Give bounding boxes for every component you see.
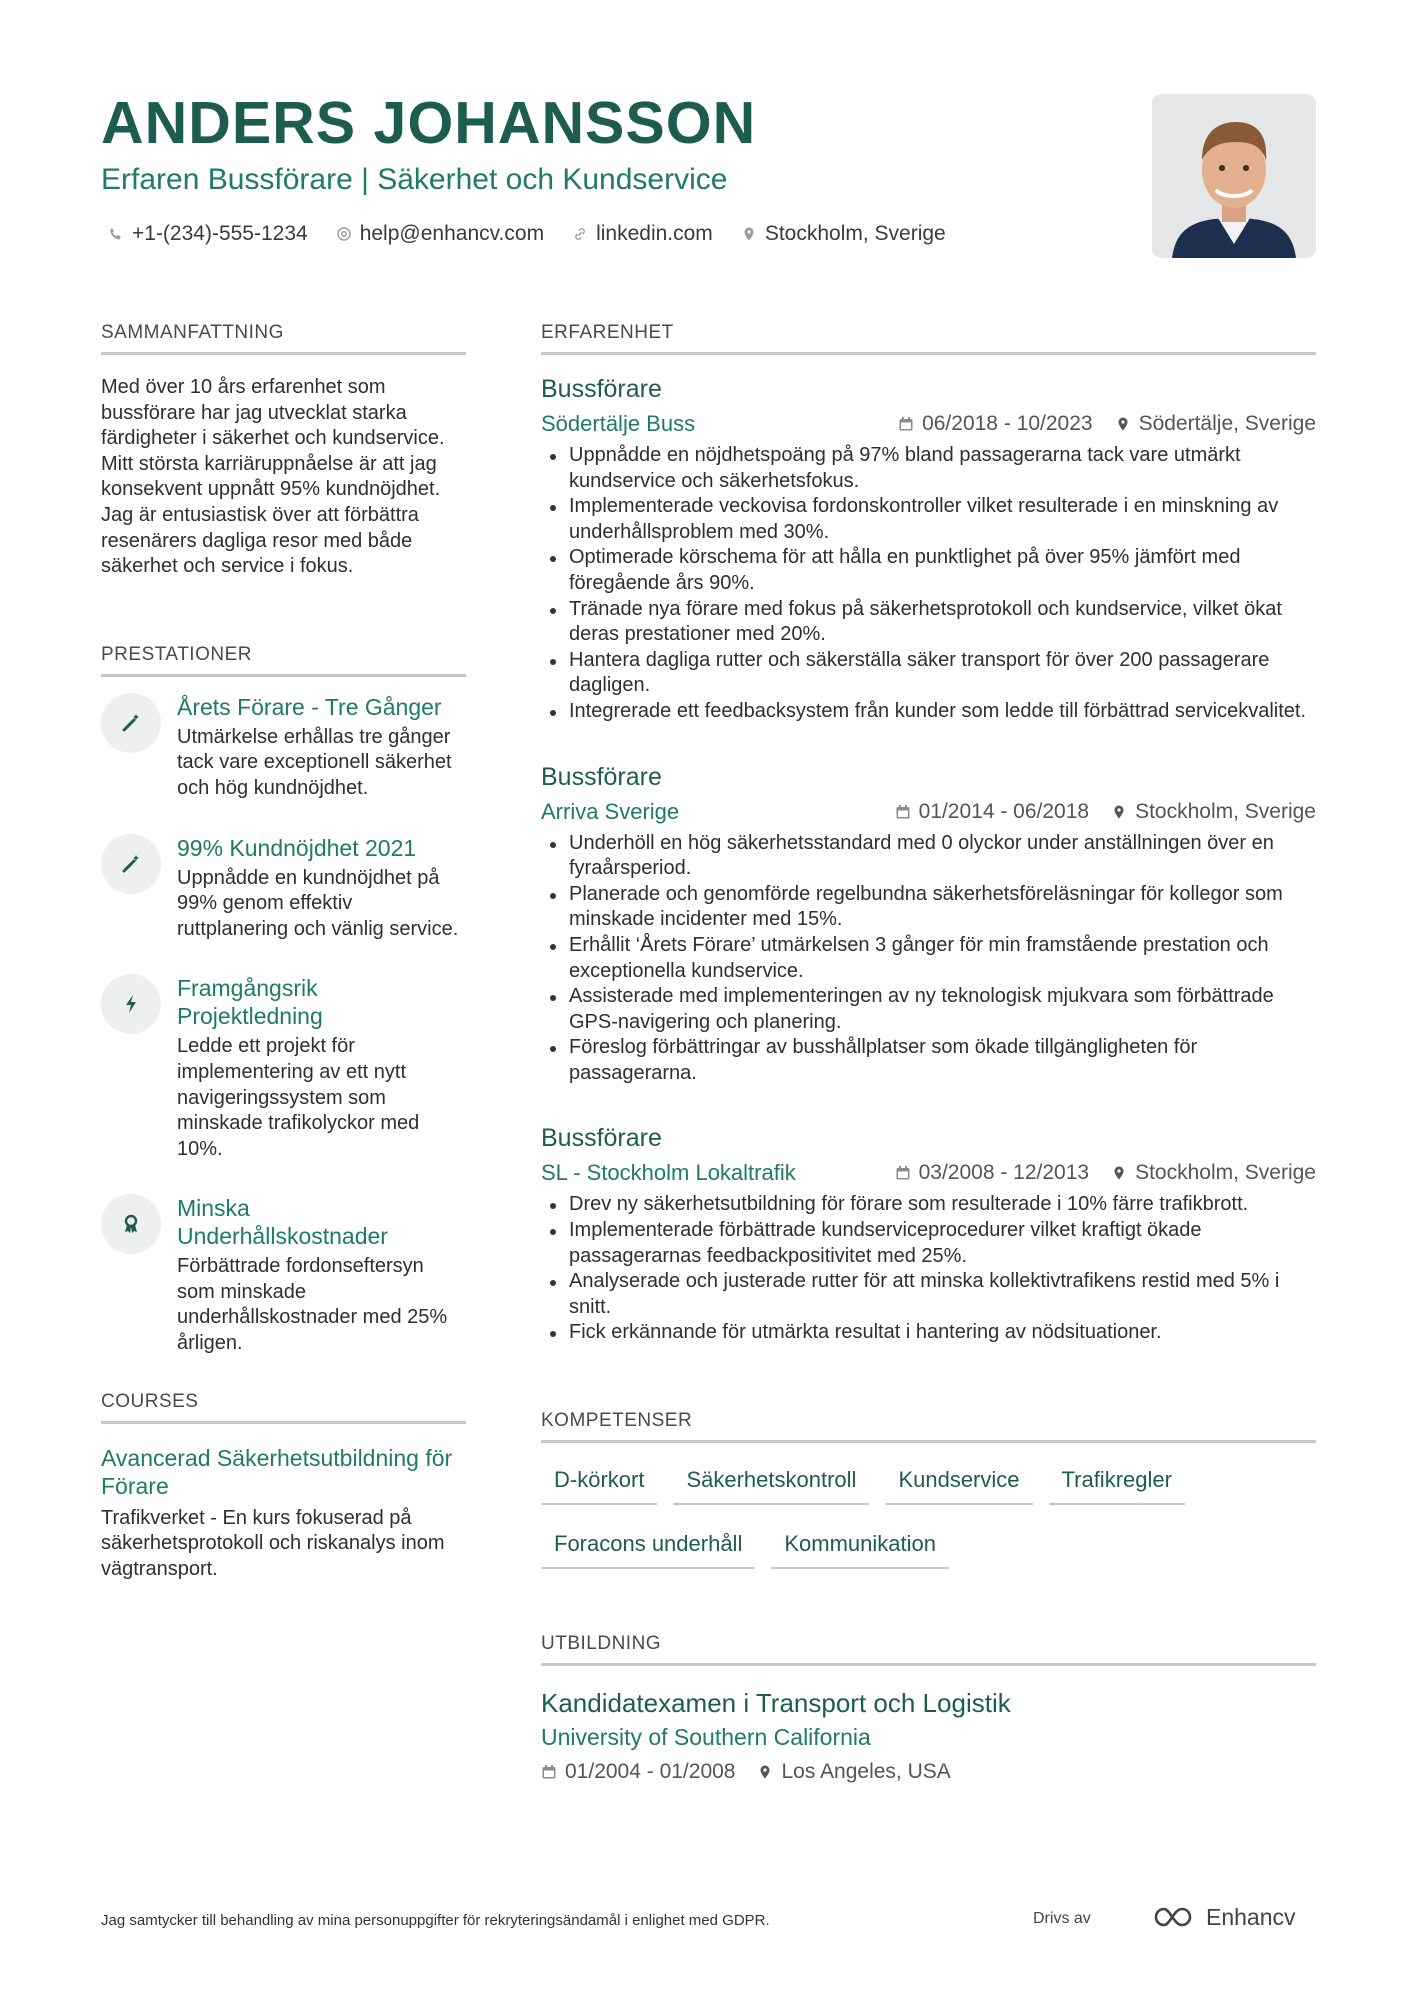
- job-company: Arriva Sverige: [541, 798, 680, 824]
- contact-bar: [108, 220, 946, 248]
- education-school: University of Southern California: [541, 1724, 871, 1751]
- job-bullets: [541, 443, 1316, 725]
- achievement-title: Minska Underhållskostnader: [177, 1195, 388, 1250]
- job-entry: [541, 1122, 1316, 1346]
- achievement-desc: Ledde ett projekt för implementering av ett nytt navigeringssystem som minskade trafikolyckor med 10%.: [177, 1035, 420, 1160]
- job-bullet: Tränade nya förare med fokus på säkerhetsprotokoll och kundservice, vilket ökat deras prestationer med 20%.: [541, 597, 1316, 648]
- candidate-name: ANDERS JOHANSSON: [101, 90, 757, 156]
- job-bullets: [541, 831, 1316, 1087]
- job-location: Södertälje, Sverige: [1138, 412, 1316, 435]
- job-entry: [541, 761, 1316, 1087]
- job-location: Stockholm, Sverige: [1135, 799, 1316, 823]
- skill-tag: Kundservice: [885, 1465, 1032, 1505]
- calendar-icon: [895, 804, 911, 820]
- job-bullets: [541, 1192, 1316, 1346]
- profile-photo: [1152, 94, 1316, 258]
- job-dates: 03/2008 - 12/2013: [918, 1161, 1090, 1185]
- job-entry: [541, 373, 1316, 725]
- job-bullet: Uppnådde en nöjdhetspoäng på 97% bland passagerarna tack vare utmärkt kundservice och säkerhetsfokus.: [541, 443, 1316, 494]
- job-bullet: Fick erkännande för utmärkta resultat i hantering av nödsituationer.: [541, 1320, 1316, 1346]
- skills-list: [541, 1465, 1316, 1569]
- lightning-icon: [120, 993, 142, 1015]
- summary-text: Med över 10 års erfarenhet som bussförare har jag utvecklat starka färdigheter i säkerhet och kundservice. Mitt största karriäruppnåelse är att jag konsekvent uppnått 95% kundnöjdhet. Jag är entusiastisk över att förbättra resenärers dagliga resor med både säkerhet och service i fokus.: [101, 376, 445, 578]
- achievement-title: Framgångsrik Projektledning: [177, 975, 323, 1030]
- job-dates: 01/2014 - 06/2018: [918, 799, 1090, 823]
- education-heading: UTBILDNING: [541, 1631, 1316, 1666]
- summary-heading: SAMMANFATTNING: [101, 320, 466, 355]
- achievement-item: [101, 693, 466, 802]
- enhancv-logo[interactable]: [1152, 1900, 1296, 1934]
- achievement-item: [101, 1194, 466, 1356]
- enhancv-logo-text: Enhancv: [1206, 1904, 1296, 1930]
- powered-by-label: Drivs av: [1033, 1910, 1091, 1927]
- achievement-desc: Utmärkelse erhållas tre gånger tack vare exceptionell säkerhet och hög kundnöjdhet.: [177, 725, 452, 799]
- education-degree: Kandidatexamen i Transport och Logistik: [541, 1688, 1011, 1719]
- job-company: SL - Stockholm Lokaltrafik: [541, 1160, 796, 1186]
- enhancv-logo-icon: [1152, 1905, 1198, 1929]
- education-dates: 01/2004 - 01/2008: [565, 1760, 736, 1784]
- job-bullet: Underhöll en hög säkerhetsstandard med 0 olyckor under anställningen över en fyraårsperiod.: [541, 831, 1316, 882]
- contact-phone[interactable]: [108, 220, 308, 248]
- job-dates: 06/2018 - 10/2023: [922, 412, 1093, 435]
- location-pin-icon: [741, 226, 757, 242]
- job-bullet: Implementerade veckovisa fordonskontroller vilket resulterade i en minskning av underhållsproblem med 30%.: [541, 494, 1316, 545]
- contact-email-text: help@enhancv.com: [359, 222, 545, 245]
- achievement-item: [101, 834, 466, 943]
- calendar-icon: [898, 416, 914, 432]
- achievement-desc: Förbättrade fordonseftersyn som minskade underhållskostnader med 25% årligen.: [177, 1255, 448, 1355]
- calendar-icon: [541, 1764, 557, 1780]
- contact-location-text: Stockholm, Sverige: [764, 222, 946, 245]
- calendar-icon: [895, 1165, 911, 1181]
- course-desc: Trafikverket - En kurs fokuserad på säkerhetsprotokoll och riskanalys inom vägtransport.: [101, 1506, 445, 1580]
- job-bullet: Optimerade körschema för att hålla en punktlighet på över 95% jämfört med föregående års 90%.: [541, 545, 1316, 596]
- job-bullet: Integrerade ett feedbacksystem från kunder som ledde till förbättrad servicekvalitet.: [541, 699, 1316, 725]
- achievements-list: [101, 693, 466, 1357]
- course-title: Avancerad Säkerhetsutbildning för Förare: [101, 1444, 453, 1499]
- location-pin-icon: [1111, 1165, 1127, 1181]
- contact-linkedin-text: linkedin.com: [596, 222, 713, 245]
- skill-tag: Säkerhetskontroll: [673, 1465, 869, 1505]
- location-pin-icon: [757, 1764, 773, 1780]
- magic-wand-icon: [120, 712, 142, 734]
- job-location: Stockholm, Sverige: [1135, 1161, 1316, 1185]
- achievement-item: [101, 974, 466, 1162]
- candidate-headline: Erfaren Bussförare | Säkerhet och Kundservice: [101, 163, 728, 196]
- courses-heading: COURSES: [101, 1389, 466, 1424]
- job-bullet: Hantera dagliga rutter och säkerställa säker transport för över 200 passagerare dagligen.: [541, 648, 1316, 699]
- experience-heading: ERFARENHET: [541, 320, 1316, 355]
- achievement-title: 99% Kundnöjdhet 2021: [177, 834, 417, 861]
- phone-icon: [108, 226, 124, 242]
- job-bullet: Planerade och genomförde regelbundna säkerhetsföreläsningar för kollegor som minskade incidenter med 15%.: [541, 882, 1316, 933]
- skill-tag: Trafikregler: [1049, 1465, 1185, 1505]
- skill-tag: Kommunikation: [771, 1529, 949, 1569]
- job-company: Södertälje Buss: [541, 411, 696, 436]
- job-bullet: Erhållit ‘Årets Förare’ utmärkelsen 3 gånger för min framstående prestation och exceptionella kundservice.: [541, 933, 1316, 984]
- contact-linkedin[interactable]: [572, 220, 713, 248]
- job-bullet: Drev ny säkerhetsutbildning för förare som resulterade i 10% färre trafikbrott.: [541, 1192, 1316, 1218]
- achievement-desc: Uppnådde en kundnöjdhet på 99% genom effektiv ruttplanering och vänlig service.: [177, 866, 459, 940]
- job-bullet: Assisterade med implementeringen av ny teknologisk mjukvara som förbättrade GPS-navigering och planering.: [541, 984, 1316, 1035]
- link-icon: [572, 226, 588, 242]
- job-title: Bussförare: [541, 1124, 662, 1153]
- contact-location: [741, 220, 946, 248]
- right-column: [541, 320, 1316, 1786]
- location-pin-icon: [1111, 804, 1127, 820]
- job-bullet: Föreslog förbättringar av busshållplatser som ökade tillgängligheten för passagerarna.: [541, 1035, 1316, 1086]
- portrait-image: [1152, 94, 1316, 258]
- education-location: Los Angeles, USA: [781, 1760, 951, 1784]
- contact-email[interactable]: [336, 220, 544, 248]
- skills-heading: KOMPETENSER: [541, 1408, 1316, 1443]
- skill-tag: D-körkort: [541, 1465, 657, 1505]
- achievements-heading: PRESTATIONER: [101, 642, 466, 677]
- gdpr-consent-note: Jag samtycker till behandling av mina personuppgifter för rekryteringsändamål i enlighet med GDPR.: [101, 1912, 770, 1929]
- left-column: [101, 320, 466, 1582]
- location-pin-icon: [1115, 416, 1131, 432]
- at-icon: [336, 226, 352, 242]
- job-title: Bussförare: [541, 375, 662, 403]
- job-title: Bussförare: [541, 762, 662, 791]
- job-bullet: Implementerade förbättrade kundserviceprocedurer vilket kraftigt ökade passagerarnas feedbackpositivitet med 25%.: [541, 1218, 1316, 1269]
- job-bullet: Analyserade och justerade rutter för att minska kollektivtrafikens restid med 5% i snitt.: [541, 1269, 1316, 1320]
- achievement-title: Årets Förare - Tre Gånger: [177, 693, 442, 720]
- award-ribbon-icon: [120, 1213, 142, 1235]
- contact-phone-text: +1-(234)-555-1234: [132, 222, 308, 245]
- skill-tag: Foracons underhåll: [541, 1529, 755, 1569]
- magic-wand-icon: [120, 853, 142, 875]
